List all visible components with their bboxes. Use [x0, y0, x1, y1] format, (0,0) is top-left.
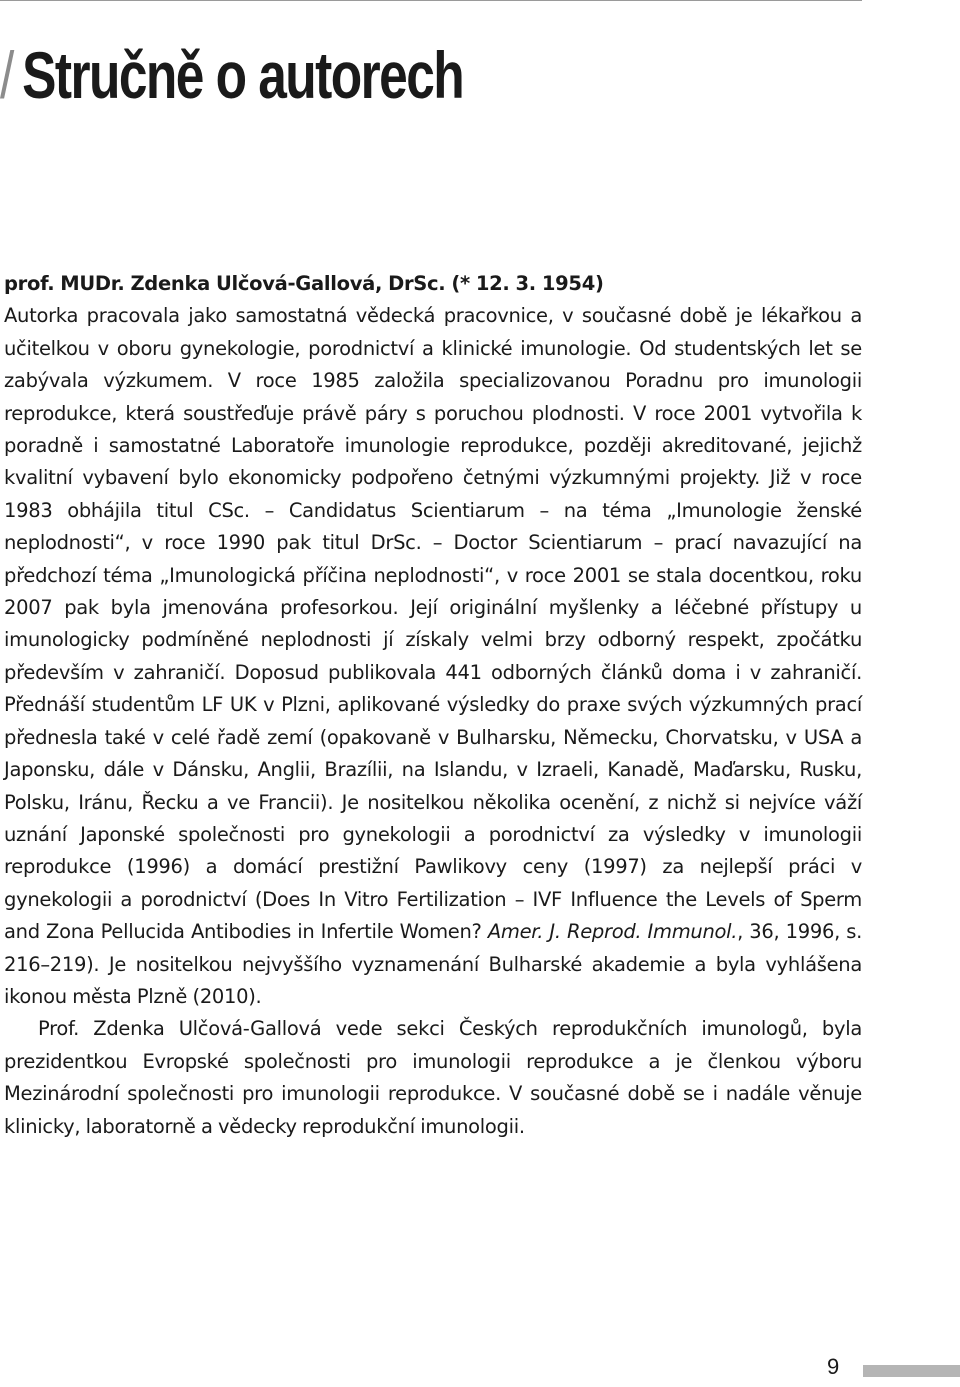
author-name: prof. MUDr. Zdenka Ulčová-Gallová, DrSc. (* 12. 3. 1954): [4, 272, 604, 295]
chapter-heading: [0, 30, 463, 120]
author-bio: [4, 268, 862, 1143]
bio-paragraph-2: Prof. Zdenka Ulčová-Gallová vede sekci Českých reprodukčních imunologů, byla prezidentkou Evropské společnosti pro imunologii reprodukce a je členkou výboru Mezinárodní společnosti pro imunologii reprodukce. V současné době se i nadále věnuje klinicky, laboratorně a vědecky reprodukční imunologii.: [4, 1017, 862, 1138]
page-number: 9: [827, 1354, 840, 1379]
page-marker-bar: [863, 1365, 960, 1377]
bio-text-main: Autorka pracovala jako samostatná vědecká pracovnice, v současné době je lékařkou a učitelkou v oboru gynekologie, porodnictví a klinické imunologie. Od studentských let se zabývala výzkumem. V roce 1985 založila specializovanou Poradnu pro imunologii reprodukce, která soustřeďuje právě páry s poruchou plodnosti. V roce 2001 vytvořila k poradně i samostatné Laboratoře imunologie reprodukce, později akreditované, jejichž kvalitní vybavení bylo ekonomicky podpořeno četnými výzkumnými projekty. Již v roce 1983 obhájila titul CSc. – Candidatus Scientiarum – na téma „Imunologie ženské neplodnosti“, v roce 1990 pak titul DrSc. – Doctor Scientiarum – prací navazující na předchozí téma „Imunologická příčina neplodnosti“, v roce 2001 se stala docentkou, roku 2007 pak byla jmenována profesorkou. Její originální myšlenky a léčebné přístupy u imunologicky podmíněné neplodnosti jí získaly velmi brzy odborný respekt, zpočátku především v zahraničí. Doposud publikovala 441 odborných článků doma i v zahraničí. Přednáší studentům LF UK v Plzni, aplikované výsledky do praxe svých výzkumných prací přednesla také v celé řadě zemí (opakovaně v Bulharsku, Německu, Chorvatsku, v USA a Japonsku, dále v Dánsku, Anglii, Brazílii, na Islandu, v Izraeli, Kanadě, Maďarsku, Rusku, Polsku, Iránu, Řecku a ve Francii). Je nositelkou několika ocenění, z nichž si nejvíce váží uznání Japonské společnosti pro gynekologii a porodnictví za výsledky v imunologii reprodukce (1996) a domácí prestižní Pawlikovy ceny (1997) za nejlepší práci v gynekologii a porodnictví (Does In Vitro Fertilization – IVF Influence the Levels of Sperm and Zona Pellucida Antibodies in Infertile Women?: [4, 304, 862, 944]
heading-slash: /: [0, 38, 13, 112]
bio-text-end: , 36, 1996, s. 216–219). Je nositelkou nejvyššího vyznamenání Bulharské akademie a byla vyhlášena ikonou města Plzně (2010).: [4, 920, 862, 1008]
journal-citation: Amer. J. Reprod. Immunol.: [487, 920, 738, 944]
heading-title: Stručně o autorech: [22, 38, 464, 112]
bio-paragraph-1: [4, 268, 862, 1013]
top-rule: [0, 0, 862, 1]
